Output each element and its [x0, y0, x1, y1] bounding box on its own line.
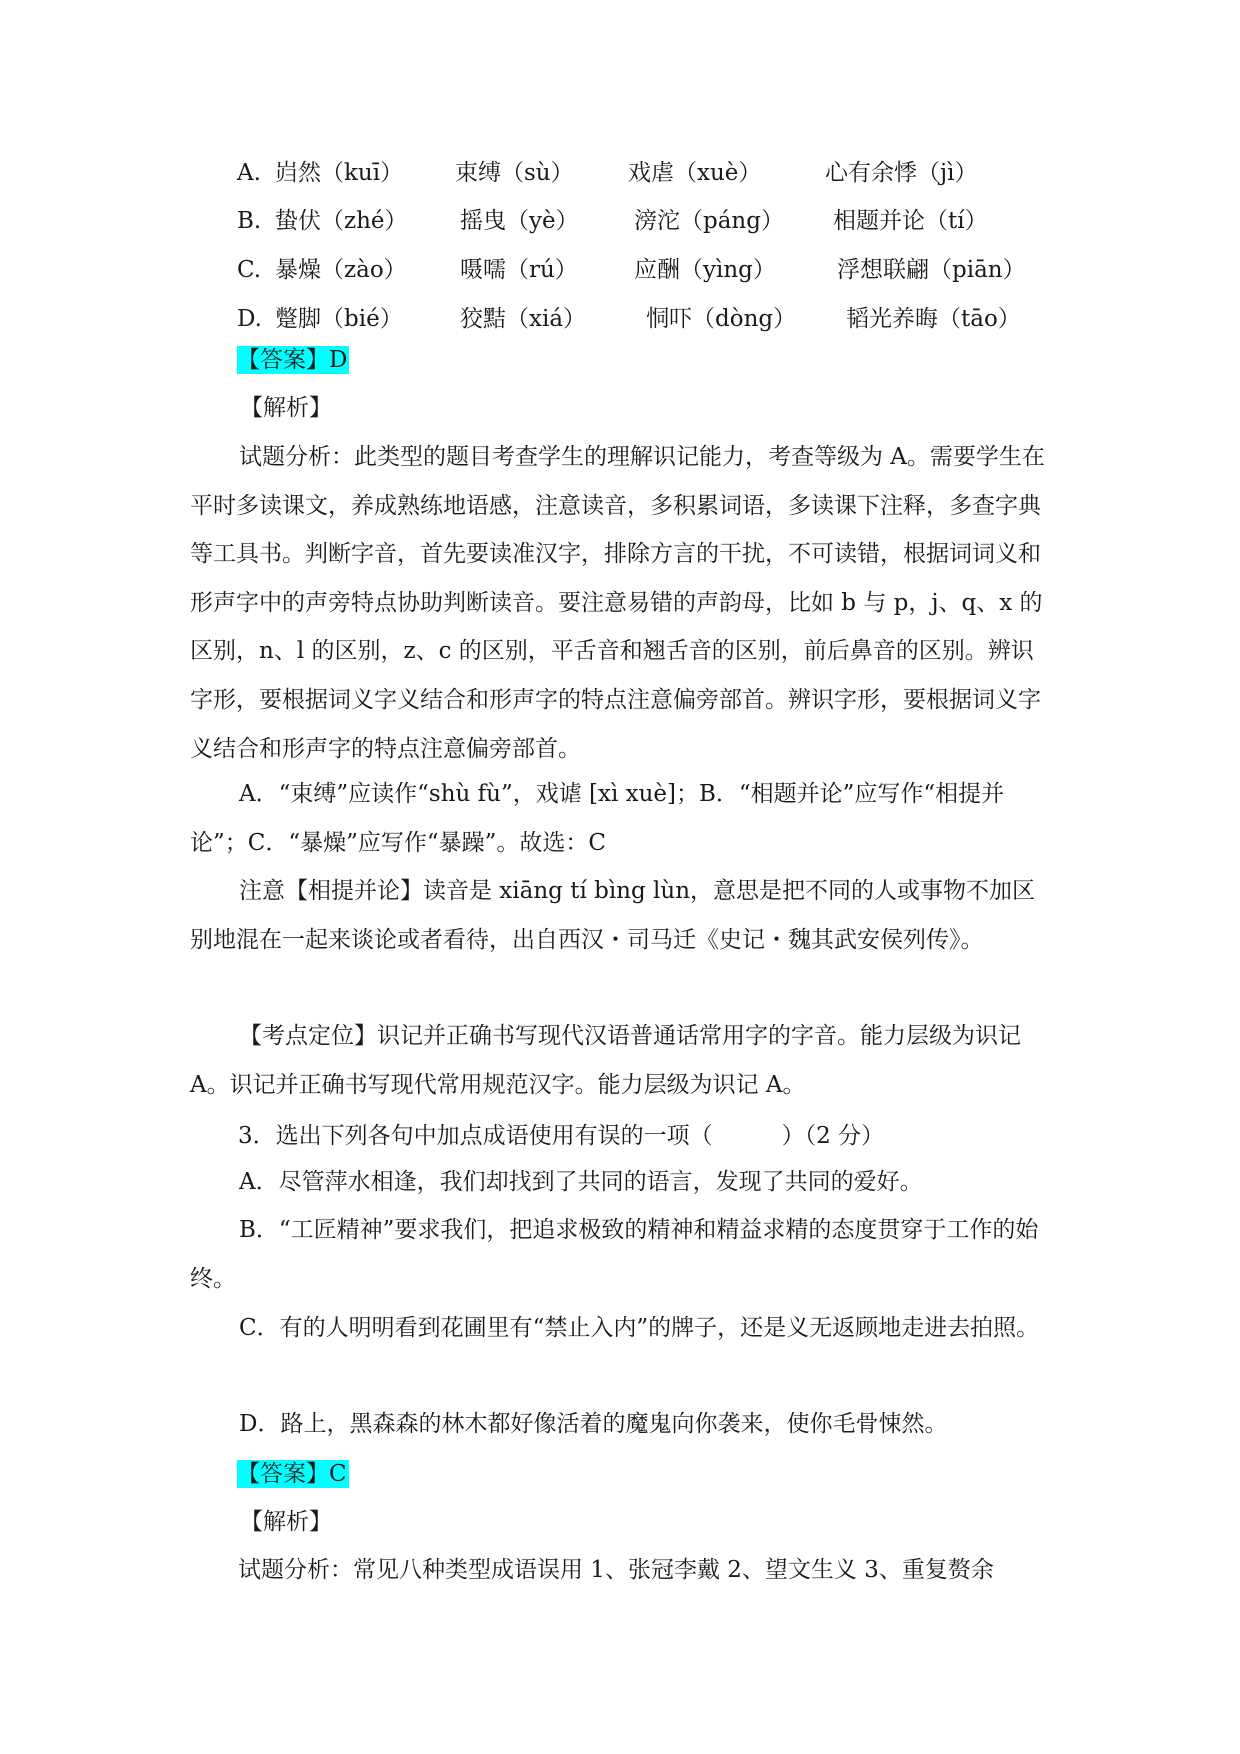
- option-item: 戏虐（xuè）: [628, 160, 762, 186]
- option-item: 滂沱（páng）: [634, 208, 784, 234]
- option-item: 狡黠（xiá）: [460, 306, 587, 332]
- option-item: 束缚（sù）: [455, 160, 574, 186]
- option-item: 应酬（yìng）: [634, 257, 776, 283]
- q2-answer: [237, 345, 349, 375]
- option-item: 蛰伏（zhé）: [275, 208, 408, 234]
- q3-stem: 3．选出下列各句中加点成语使用有误的一项（ ）（2 分）: [238, 1123, 885, 1149]
- q2-kaodian: 【考点定位】识记并正确书写现代汉语普通话常用字的字音。能力层级为识记 A。识记并正确书写现代常用规范汉字。能力层级为识记 A。: [190, 1023, 1021, 1098]
- q2-option-d: [0, 304, 1240, 334]
- option-letter: A.: [237, 160, 261, 186]
- q2-option-c: [0, 255, 1240, 285]
- q2-analysis: 试题分析：此类型的题目考查学生的理解识记能力，考查等级为 A。需要学生在平时多读课文，养成熟练地语感，注意读音，多积累词语，多读课下注释，多查字典等工具书。判断字音，首先要读准汉字，排除方言的干扰，不可读错，根据词词义和形声字中的声旁特点协助判断读音。要注意易错的声韵母，比如 b 与 p，j、q、x 的区别，n、l 的区别，z、c 的区别，平舌音和翘舌音的区别，前后鼻音的区别。辨识字形，要根据词义字义结合和形声字的特点注意偏旁部首。辨识字形，要根据词义字义结合和形声字的特点注意偏旁部首。: [190, 444, 1045, 762]
- option-item: 浮想联翩（piān）: [837, 257, 1026, 283]
- option-item: 岿然（kuī）: [275, 160, 404, 186]
- option-item: 心有余悸（jì）: [825, 160, 978, 186]
- option-letter: D.: [237, 306, 262, 332]
- q3-option-d: D．路上，黑森森的林木都好像活着的魔鬼向你袭来，使你毛骨悚然。: [239, 1411, 948, 1437]
- option-letter: C.: [237, 257, 262, 283]
- option-item: 韬光养晦（tāo）: [846, 306, 1021, 332]
- q3-option-c: C．有的人明明看到花圃里有“禁止入内”的牌子，还是义无返顾地走进去拍照。: [239, 1315, 1040, 1341]
- option-item: 相题并论（tí）: [833, 208, 988, 234]
- q2-note: 注意【相提并论】读音是 xiāng tí bìng lùn，意思是把不同的人或事物不加区别地混在一起来谈论或者看待，出自西汉・司马迁《史记・魏其武安侯列传》。: [190, 878, 1036, 953]
- q2-analysis-label: 【解析】: [240, 395, 332, 421]
- answer-value: C: [329, 1461, 347, 1487]
- option-letter: B.: [237, 208, 262, 234]
- q3-option-b: B．“工匠精神”要求我们，把追求极致的精神和精益求精的态度贯穿于工作的始终。: [190, 1217, 1039, 1292]
- q2-option-b: [0, 206, 1240, 236]
- q3-analysis-label: 【解析】: [240, 1509, 332, 1535]
- answer-label: 【答案】C: [237, 1461, 347, 1487]
- option-item: 暴燥（zào）: [275, 257, 407, 283]
- q2-explain: A．“束缚”应读作“shù fù”，戏谑 [xì xuè]；B．“相题并论”应写作“相提并论”；C．“暴燥”应写作“暴躁”。故选：C: [190, 781, 1005, 856]
- q2-option-a: [0, 158, 1240, 188]
- answer-label: 【答案】D: [237, 347, 348, 373]
- option-item: 蹩脚（bié）: [275, 306, 403, 332]
- answer-value: D: [329, 347, 348, 373]
- option-item: 嗫嚅（rú）: [460, 257, 578, 283]
- q3-option-a: A．尽管萍水相逢，我们却找到了共同的语言，发现了共同的爱好。: [239, 1169, 923, 1195]
- q3-answer: [237, 1459, 349, 1489]
- q3-analysis: 试题分析：常见八种类型成语误用 1、张冠李戴 2、望文生义 3、重复赘余: [238, 1557, 994, 1583]
- option-item: 摇曳（yè）: [460, 208, 579, 234]
- option-item: 恫吓（dòng）: [646, 306, 797, 332]
